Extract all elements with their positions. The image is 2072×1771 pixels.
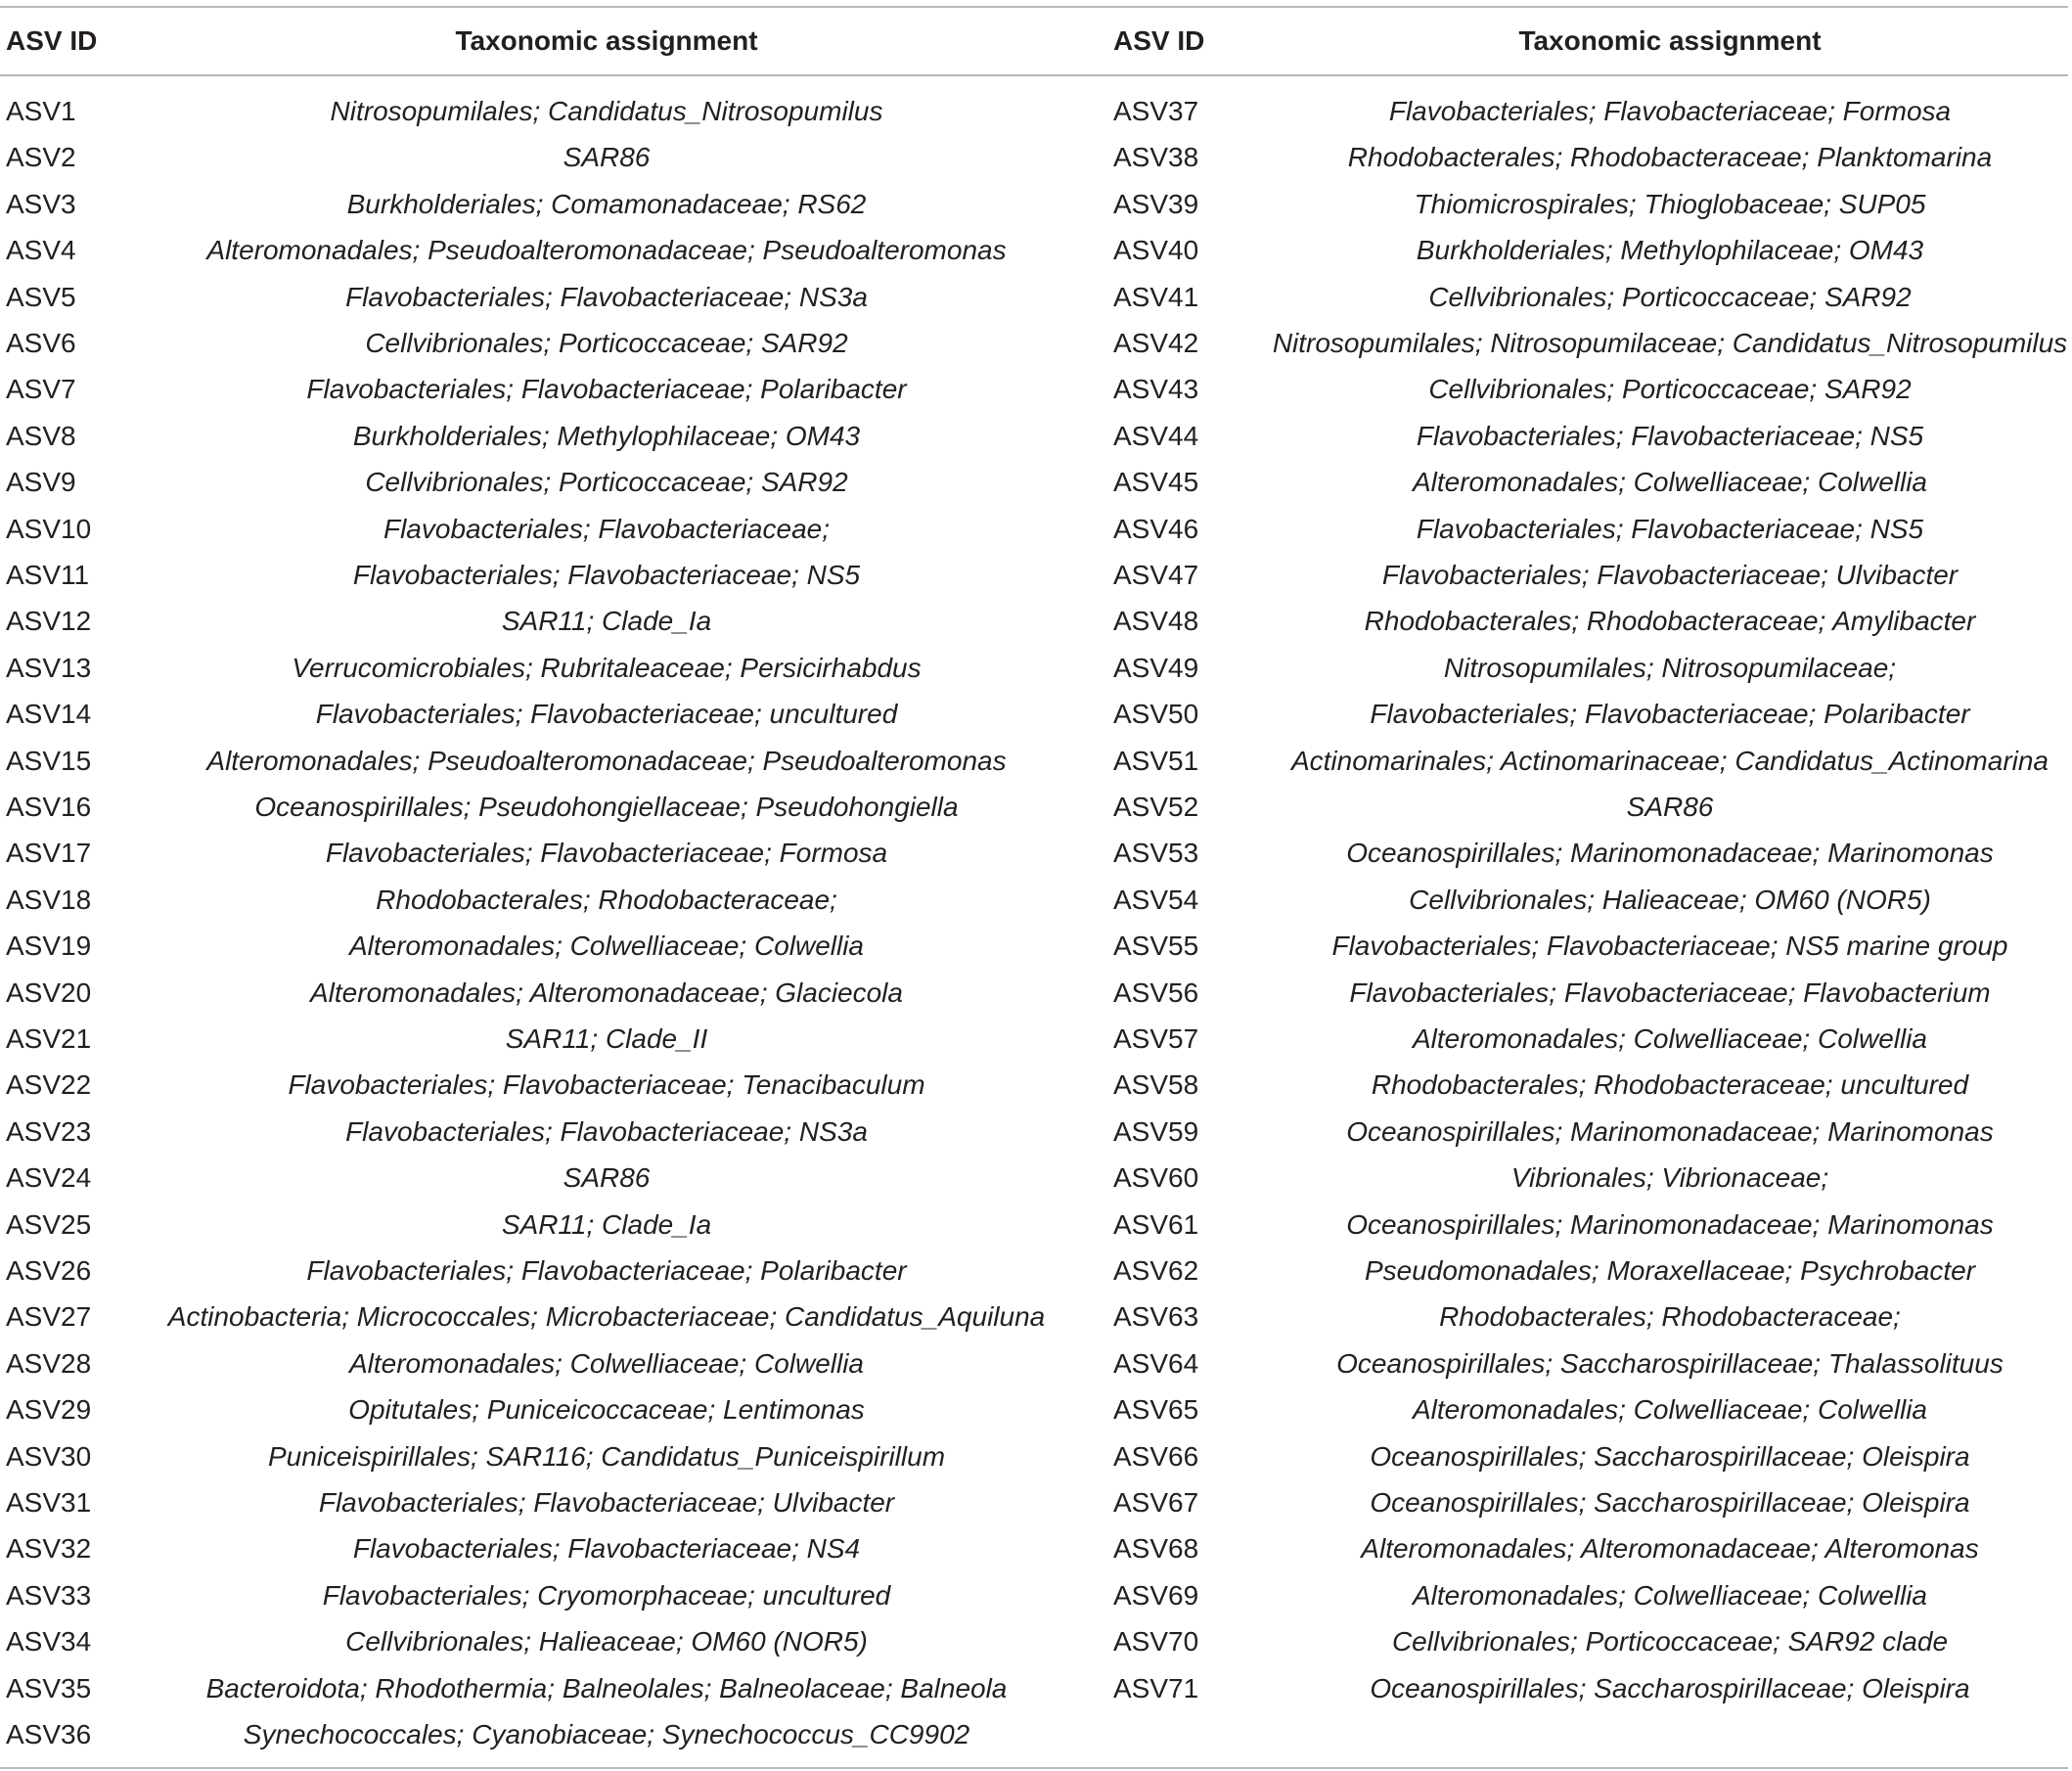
table-row <box>0 1665 2068 1711</box>
taxonomic-assignment-cell: Flavobacteriales; Flavobacteriaceae; uncultured <box>315 699 898 730</box>
asv-id-cell: ASV57 <box>1113 1023 1199 1054</box>
taxonomic-assignment-cell: Flavobacteriales; Flavobacteriaceae; NS5 <box>1416 420 1924 451</box>
taxonomic-assignment-cell: Alteromonadales; Alteromonadaceae; Alteromonas <box>1361 1533 1979 1565</box>
asv-id-cell: ASV68 <box>1113 1533 1199 1565</box>
asv-id-cell: ASV65 <box>1113 1394 1199 1426</box>
table-row <box>0 645 2068 691</box>
asv-id-cell: ASV13 <box>6 652 92 683</box>
table-row <box>0 552 2068 598</box>
asv-id-cell: ASV10 <box>6 513 92 544</box>
table-row <box>0 923 2068 969</box>
asv-id-cell: ASV62 <box>1113 1255 1199 1286</box>
table-row <box>0 1109 2068 1155</box>
table-row <box>0 1525 2068 1571</box>
taxonomic-assignment-cell: Alteromonadales; Alteromonadaceae; Glaciecola <box>310 976 903 1008</box>
table-header-rule <box>0 74 2068 76</box>
table-row <box>0 459 2068 505</box>
header-asv-id-right: ASV ID <box>1113 25 1205 56</box>
taxonomic-assignment-cell: Vibrionales; Vibrionaceae; <box>1510 1162 1829 1194</box>
taxonomic-assignment-cell: SAR86 <box>563 142 651 173</box>
asv-id-cell: ASV67 <box>1113 1487 1199 1518</box>
taxonomic-assignment-cell: Actinomarinales; Actinomarinaceae; Candidatus_Actinomarina <box>1290 745 2049 776</box>
asv-id-cell: ASV26 <box>6 1255 92 1286</box>
table-row <box>0 738 2068 784</box>
taxonomic-assignment-cell: Oceanospirillales; Saccharospirillaceae; Oleispira <box>1370 1487 1970 1518</box>
taxonomic-assignment-cell: Flavobacteriales; Flavobacteriaceae; Polaribacter <box>1370 699 1970 730</box>
asv-id-cell: ASV58 <box>1113 1069 1199 1101</box>
table-row <box>0 274 2068 320</box>
asv-id-cell: ASV36 <box>6 1719 92 1749</box>
asv-id-cell: ASV32 <box>6 1533 92 1565</box>
asv-id-cell: ASV34 <box>6 1626 92 1657</box>
asv-id-cell: ASV52 <box>1113 792 1199 822</box>
asv-id-cell: ASV71 <box>1113 1672 1199 1703</box>
asv-id-cell: ASV6 <box>6 328 76 358</box>
table-row <box>0 88 2068 134</box>
taxonomic-assignment-cell: Flavobacteriales; Flavobacteriaceae; NS3a <box>345 281 868 312</box>
taxonomic-assignment-cell: Cellvibrionales; Halieaceae; OM60 (NOR5) <box>1409 884 1931 915</box>
asv-id-cell: ASV14 <box>6 699 92 730</box>
table-row <box>0 1340 2068 1386</box>
taxonomic-assignment-cell: Verrucomicrobiales; Rubritaleaceae; Persicirhabdus <box>292 652 922 683</box>
taxonomic-assignment-cell: Flavobacteriales; Flavobacteriaceae; Formosa <box>325 838 888 869</box>
taxonomic-assignment-cell: Oceanospirillales; Saccharospirillaceae; Oleispira <box>1370 1672 1970 1703</box>
table-row <box>0 413 2068 459</box>
taxonomic-assignment-cell: Opitutales; Puniceicoccaceae; Lentimonas <box>348 1394 865 1426</box>
table-row <box>0 1572 2068 1618</box>
asv-id-cell: ASV22 <box>6 1069 92 1101</box>
taxonomic-assignment-cell: SAR11; Clade_Ia <box>501 1208 712 1240</box>
taxonomic-assignment-cell: Cellvibrionales; Porticoccaceae; SAR92 clade <box>1391 1626 1949 1657</box>
taxonomic-assignment-cell: Oceanospirillales; Saccharospirillaceae; Oleispira <box>1370 1440 1970 1472</box>
table-row <box>0 1618 2068 1664</box>
taxonomic-assignment-cell: Cellvibrionales; Porticoccaceae; SAR92 <box>1428 374 1912 405</box>
taxonomic-assignment-cell: Cellvibrionales; Halieaceae; OM60 (NOR5) <box>345 1626 868 1657</box>
asv-id-cell: ASV17 <box>6 838 92 869</box>
table-row <box>0 1479 2068 1525</box>
taxonomic-assignment-cell: Pseudomonadales; Moraxellaceae; Psychrobacter <box>1364 1255 1976 1286</box>
asv-id-cell: ASV48 <box>1113 606 1199 637</box>
taxonomic-assignment-cell: Synechococcales; Cyanobiaceae; Synechococcus_CC9902 <box>243 1719 970 1749</box>
asv-id-cell: ASV59 <box>1113 1115 1199 1147</box>
table-row <box>0 784 2068 830</box>
taxonomic-assignment-cell: Burkholderiales; Methylophilaceae; OM43 <box>1416 235 1924 266</box>
taxonomic-assignment-cell: Alteromonadales; Colwelliaceae; Colwellia <box>348 1347 865 1379</box>
taxonomic-assignment-cell: Oceanospirillales; Pseudohongiellaceae; Pseudohongiella <box>254 792 959 822</box>
asv-id-cell: ASV70 <box>1113 1626 1199 1657</box>
taxonomic-assignment-cell: SAR11; Clade_II <box>505 1023 708 1054</box>
asv-id-cell: ASV16 <box>6 792 92 822</box>
table-row <box>0 1294 2068 1340</box>
asv-id-cell: ASV40 <box>1113 235 1199 266</box>
asv-id-cell: ASV46 <box>1113 513 1199 544</box>
taxonomic-assignment-cell: Alteromonadales; Pseudoalteromonadaceae; Pseudoalteromonas <box>206 745 1007 776</box>
asv-id-cell: ASV2 <box>6 142 76 173</box>
table-row <box>0 1202 2068 1248</box>
table-top-rule <box>0 6 2068 8</box>
asv-id-cell: ASV56 <box>1113 976 1199 1008</box>
asv-id-cell: ASV39 <box>1113 188 1199 219</box>
asv-id-cell: ASV66 <box>1113 1440 1199 1472</box>
asv-id-cell: ASV7 <box>6 374 76 405</box>
taxonomic-assignment-cell: Flavobacteriales; Flavobacteriaceae; Ulvibacter <box>318 1487 895 1518</box>
taxonomic-assignment-cell: Flavobacteriales; Flavobacteriaceae; NS5 <box>352 560 861 590</box>
taxonomic-assignment-cell: Cellvibrionales; Porticoccaceae; SAR92 <box>365 467 848 498</box>
asv-id-cell: ASV45 <box>1113 467 1199 498</box>
header-taxonomic-assignment-right: Taxonomic assignment <box>1518 25 1822 56</box>
table-row <box>0 1062 2068 1108</box>
taxonomic-assignment-cell: Alteromonadales; Colwelliaceae; Colwellia <box>348 931 865 962</box>
asv-id-cell: ASV3 <box>6 188 76 219</box>
asv-id-cell: ASV44 <box>1113 420 1199 451</box>
asv-id-cell: ASV5 <box>6 281 76 312</box>
asv-taxonomy-table <box>0 6 2068 1769</box>
taxonomic-assignment-cell: Nitrosopumilales; Candidatus_Nitrosopumilus <box>330 96 883 126</box>
taxonomic-assignment-cell: Oceanospirillales; Marinomonadaceae; Marinomonas <box>1346 1115 1994 1147</box>
taxonomic-assignment-cell: Alteromonadales; Colwelliaceae; Colwellia <box>1412 1579 1928 1611</box>
taxonomic-assignment-cell: Rhodobacterales; Rhodobacteraceae; Amylibacter <box>1364 606 1976 637</box>
taxonomic-assignment-cell: Nitrosopumilales; Nitrosopumilaceae; Candidatus_Nitrosopumilus <box>1272 328 2068 358</box>
table-row <box>0 691 2068 737</box>
asv-id-cell: ASV60 <box>1113 1162 1199 1194</box>
taxonomic-assignment-cell: Rhodobacterales; Rhodobacteraceae; <box>1439 1301 1901 1333</box>
asv-id-cell: ASV43 <box>1113 374 1199 405</box>
taxonomic-assignment-cell: Cellvibrionales; Porticoccaceae; SAR92 <box>1428 281 1912 312</box>
taxonomic-assignment-cell: Alteromonadales; Colwelliaceae; Colwellia <box>1412 1023 1928 1054</box>
asv-id-cell: ASV15 <box>6 745 92 776</box>
taxonomic-assignment-cell: Alteromonadales; Colwelliaceae; Colwellia <box>1412 1394 1928 1426</box>
asv-id-cell: ASV24 <box>6 1162 92 1194</box>
table-row <box>0 506 2068 552</box>
taxonomic-assignment-cell: SAR11; Clade_Ia <box>501 606 712 637</box>
asv-id-cell: ASV37 <box>1113 96 1199 126</box>
asv-id-cell: ASV33 <box>6 1579 92 1611</box>
table-row <box>0 1711 2068 1757</box>
taxonomic-assignment-cell: Flavobacteriales; Flavobacteriaceae; Polaribacter <box>306 374 907 405</box>
taxonomic-assignment-cell: Nitrosopumilales; Nitrosopumilaceae; <box>1443 652 1897 683</box>
asv-id-cell: ASV38 <box>1113 142 1199 173</box>
header-asv-id-left: ASV ID <box>6 25 98 56</box>
asv-id-cell: ASV49 <box>1113 652 1199 683</box>
asv-id-cell: ASV9 <box>6 467 76 498</box>
asv-id-cell: ASV51 <box>1113 745 1199 776</box>
asv-id-cell: ASV20 <box>6 976 92 1008</box>
taxonomic-assignment-cell: Flavobacteriales; Flavobacteriaceae; NS5 marine group <box>1331 931 2008 962</box>
taxonomic-assignment-cell: Flavobacteriales; Cryomorphaceae; uncultured <box>322 1579 891 1611</box>
asv-id-cell: ASV42 <box>1113 328 1199 358</box>
asv-id-cell: ASV11 <box>6 560 90 590</box>
taxonomic-assignment-cell: Actinobacteria; Micrococcales; Microbacteriaceae; Candidatus_Aquiluna <box>167 1301 1046 1333</box>
taxonomic-assignment-cell: Bacteroidota; Rhodothermia; Balneolales; Balneolaceae; Balneola <box>205 1672 1008 1703</box>
taxonomic-assignment-cell: Oceanospirillales; Marinomonadaceae; Marinomonas <box>1346 1208 1994 1240</box>
table-row <box>0 1016 2068 1062</box>
table-row <box>0 320 2068 366</box>
table-row <box>0 227 2068 273</box>
taxonomic-assignment-cell: Rhodobacterales; Rhodobacteraceae; uncultured <box>1371 1069 1969 1101</box>
asv-id-cell: ASV63 <box>1113 1301 1199 1333</box>
asv-id-cell: ASV64 <box>1113 1347 1199 1379</box>
asv-id-cell: ASV12 <box>6 606 92 637</box>
asv-id-cell: ASV29 <box>6 1394 92 1426</box>
asv-id-cell: ASV31 <box>6 1487 92 1518</box>
asv-id-cell: ASV41 <box>1113 281 1199 312</box>
table-row <box>0 598 2068 644</box>
asv-id-cell: ASV4 <box>6 235 76 266</box>
table-bottom-rule <box>0 1767 2068 1769</box>
taxonomic-assignment-cell: Flavobacteriales; Flavobacteriaceae; NS3a <box>345 1115 868 1147</box>
taxonomic-assignment-cell: Rhodobacterales; Rhodobacteraceae; Planktomarina <box>1347 142 1993 173</box>
table-row <box>0 970 2068 1016</box>
taxonomic-assignment-cell: Flavobacteriales; Flavobacteriaceae; Tenacibaculum <box>288 1069 925 1101</box>
asv-id-cell: ASV1 <box>6 96 76 126</box>
taxonomic-assignment-cell: Alteromonadales; Pseudoalteromonadaceae; Pseudoalteromonas <box>206 235 1007 266</box>
table-row <box>0 366 2068 412</box>
table-row <box>0 830 2068 876</box>
table-row <box>0 1386 2068 1432</box>
asv-id-cell: ASV53 <box>1113 838 1199 869</box>
taxonomic-assignment-cell: Flavobacteriales; Flavobacteriaceae; Ulvibacter <box>1381 560 1959 590</box>
taxonomic-assignment-cell: Cellvibrionales; Porticoccaceae; SAR92 <box>365 328 848 358</box>
asv-id-cell: ASV69 <box>1113 1579 1199 1611</box>
table-row <box>0 877 2068 923</box>
asv-id-cell: ASV55 <box>1113 931 1199 962</box>
table-row <box>0 134 2068 180</box>
asv-id-cell: ASV54 <box>1113 884 1199 915</box>
taxonomic-assignment-cell: Flavobacteriales; Flavobacteriaceae; Flavobacterium <box>1349 976 1991 1008</box>
taxonomic-assignment-cell: Burkholderiales; Comamonadaceae; RS62 <box>346 188 867 219</box>
taxonomic-assignment-cell: Puniceispirillales; SAR116; Candidatus_Puniceispirillum <box>267 1440 946 1472</box>
asv-id-cell: ASV23 <box>6 1115 92 1147</box>
asv-id-cell: ASV18 <box>6 884 92 915</box>
asv-id-cell: ASV25 <box>6 1208 92 1240</box>
taxonomic-assignment-cell: Flavobacteriales; Flavobacteriaceae; NS5 <box>1416 513 1924 544</box>
asv-id-cell: ASV50 <box>1113 699 1199 730</box>
taxonomic-assignment-cell: Thiomicrospirales; Thioglobaceae; SUP05 <box>1414 188 1926 219</box>
header-taxonomic-assignment-left: Taxonomic assignment <box>455 25 758 56</box>
asv-id-cell: ASV8 <box>6 420 76 451</box>
taxonomic-assignment-cell: SAR86 <box>1626 792 1714 822</box>
asv-id-cell: ASV28 <box>6 1347 92 1379</box>
taxonomic-assignment-cell: Flavobacteriales; Flavobacteriaceae; Polaribacter <box>306 1255 907 1286</box>
table-row <box>0 181 2068 227</box>
taxonomic-assignment-cell: Rhodobacterales; Rhodobacteraceae; <box>376 884 837 915</box>
taxonomic-assignment-cell: SAR86 <box>563 1162 651 1194</box>
taxonomic-assignment-cell: Flavobacteriales; Flavobacteriaceae; NS4 <box>352 1533 861 1565</box>
table-row <box>0 1155 2068 1201</box>
taxonomic-assignment-cell: Flavobacteriales; Flavobacteriaceae; <box>383 513 830 544</box>
taxonomic-assignment-cell: Flavobacteriales; Flavobacteriaceae; Formosa <box>1388 96 1952 126</box>
taxonomic-assignment-cell: Burkholderiales; Methylophilaceae; OM43 <box>352 420 861 451</box>
asv-id-cell: ASV27 <box>6 1301 92 1333</box>
taxonomic-assignment-cell: Alteromonadales; Colwelliaceae; Colwellia <box>1412 467 1928 498</box>
asv-id-cell: ASV47 <box>1113 560 1199 590</box>
asv-id-cell: ASV30 <box>6 1440 92 1472</box>
table-row <box>0 1248 2068 1294</box>
table-row <box>0 1433 2068 1479</box>
asv-id-cell: ASV19 <box>6 931 92 962</box>
asv-id-cell: ASV21 <box>6 1023 92 1054</box>
asv-id-cell: ASV35 <box>6 1672 92 1703</box>
taxonomic-assignment-cell: Oceanospirillales; Saccharospirillaceae; Thalassolituus <box>1336 1347 2004 1379</box>
taxonomic-assignment-cell: Oceanospirillales; Marinomonadaceae; Marinomonas <box>1346 838 1994 869</box>
asv-id-cell: ASV61 <box>1113 1208 1199 1240</box>
